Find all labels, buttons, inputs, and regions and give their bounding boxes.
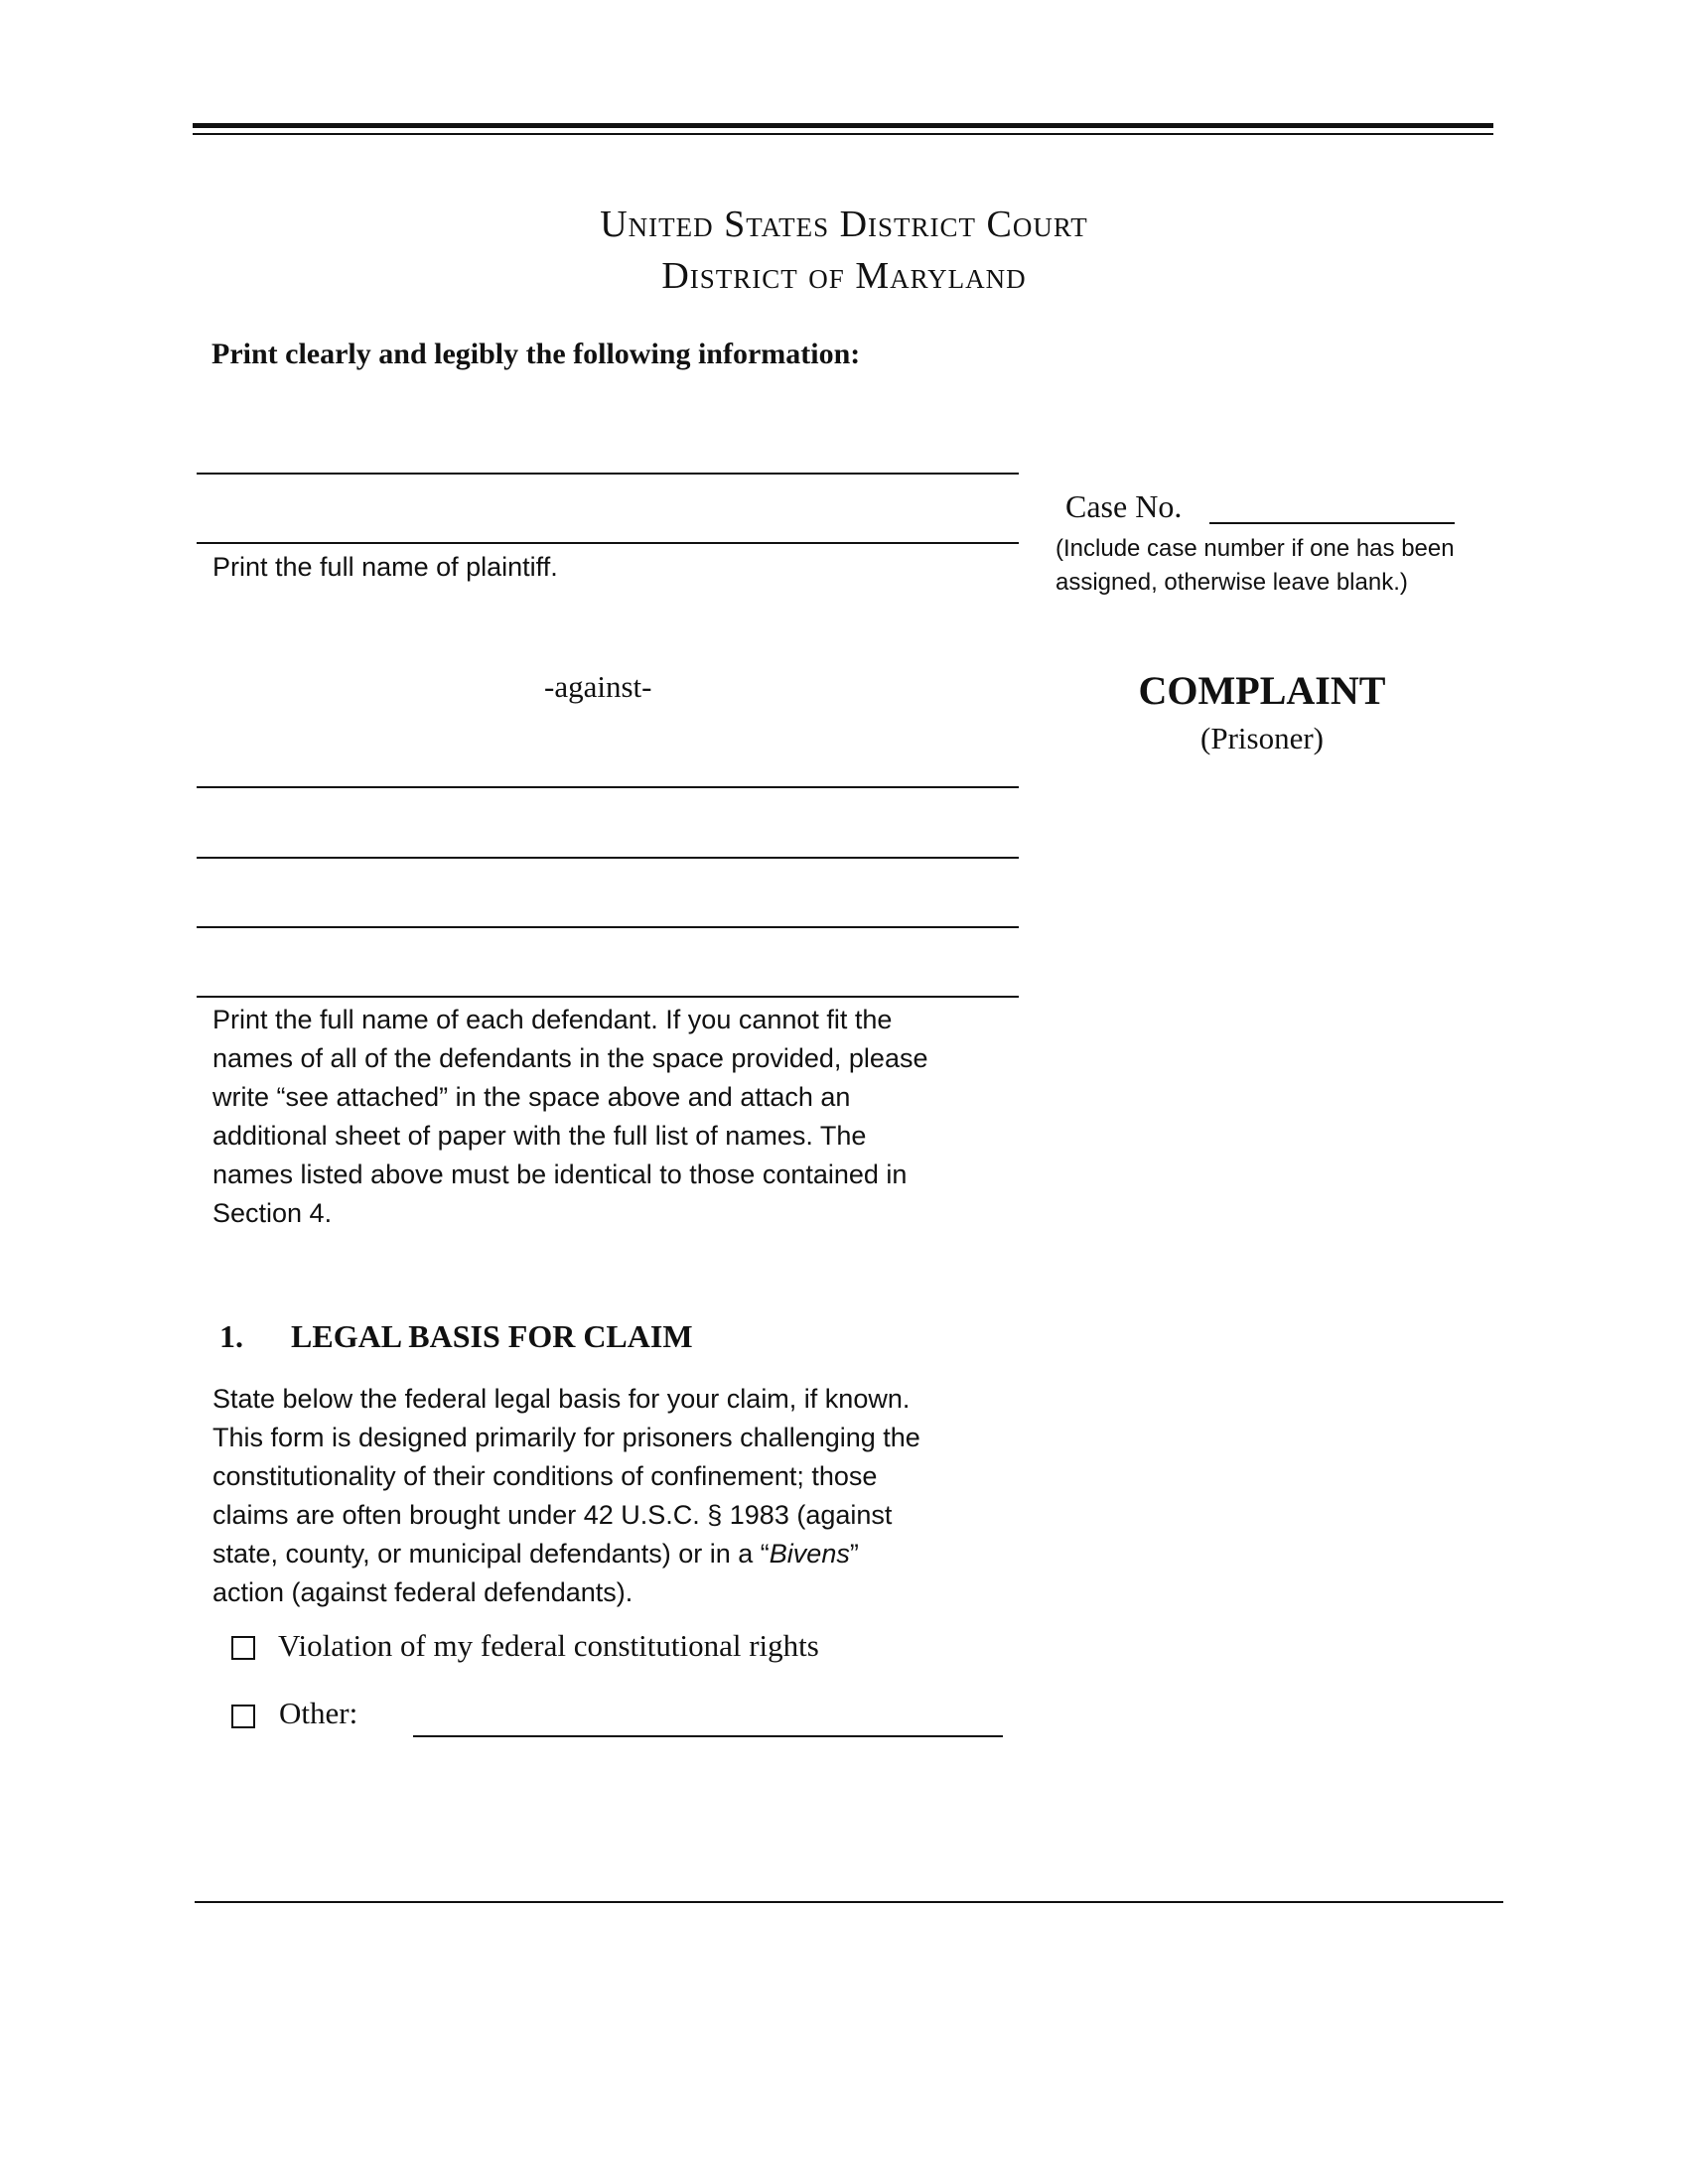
section-title: LEGAL BASIS FOR CLAIM [291,1318,693,1354]
defendants-caption-line: additional sheet of paper with the full list of names. The [212,1121,867,1151]
section-body-line: claims are often brought under 42 U.S.C. § 1983 (against [212,1500,893,1530]
defendants-caption-line: Print the full name of each defendant. If you cannot fit the [212,1005,893,1034]
section-body [212,1380,1027,1612]
defendant-line-4[interactable] [197,996,1019,998]
defendant-line-1[interactable] [197,786,1019,788]
case-note-line-1: (Include case number if one has been [1055,535,1455,562]
bivens-term: Bivens [769,1539,850,1569]
section-body-line: constitutionality of their conditions of confinement; those [212,1461,878,1491]
other-label: Other: [279,1696,358,1730]
other-field[interactable] [413,1735,1003,1737]
against-label: -against- [544,669,652,704]
instructions-heading: Print clearly and legibly the following information: [211,338,861,370]
case-number-field[interactable] [1209,522,1455,524]
footer-rule [195,1901,1503,1903]
plaintiff-line-1[interactable] [197,473,1019,475]
defendant-line-3[interactable] [197,926,1019,928]
other-checkbox[interactable] [231,1705,255,1728]
defendants-caption-line: write “see attached” in the space above and attach an [212,1082,851,1112]
constitutional-rights-label: Violation of my federal constitutional rights [278,1628,819,1663]
top-rule-thick [193,123,1493,128]
section-body-text: state, county, or municipal defendants) or in a “ [212,1539,770,1569]
court-district: District of Maryland [661,255,1027,297]
plaintiff-line-2[interactable] [197,542,1019,544]
top-rule-thin [193,133,1493,135]
section-body-line: This form is designed primarily for prisoners challenging the [212,1423,920,1452]
defendants-caption-line: names listed above must be identical to those contained in [212,1160,908,1189]
constitutional-rights-checkbox[interactable] [231,1636,255,1660]
case-note-line-2: assigned, otherwise leave blank.) [1055,569,1408,596]
defendants-caption [212,1001,1027,1233]
section-body-line [212,1535,1027,1573]
defendant-line-2[interactable] [197,857,1019,859]
document-subtitle: (Prisoner) [1200,721,1324,755]
defendants-caption-line: names of all of the defendants in the space provided, please [212,1043,928,1073]
section-body-line: State below the federal legal basis for your claim, if known. [212,1384,911,1414]
defendants-caption-line: Section 4. [212,1198,333,1228]
plaintiff-caption: Print the full name of plaintiff. [212,552,558,582]
document-title: COMPLAINT [1138,668,1386,713]
section-body-text: ” [849,1539,859,1569]
section-body-line: action (against federal defendants). [212,1577,633,1607]
court-name: United States District Court [600,204,1088,245]
case-number-label: Case No. [1065,488,1183,524]
section-number: 1. [219,1318,243,1354]
